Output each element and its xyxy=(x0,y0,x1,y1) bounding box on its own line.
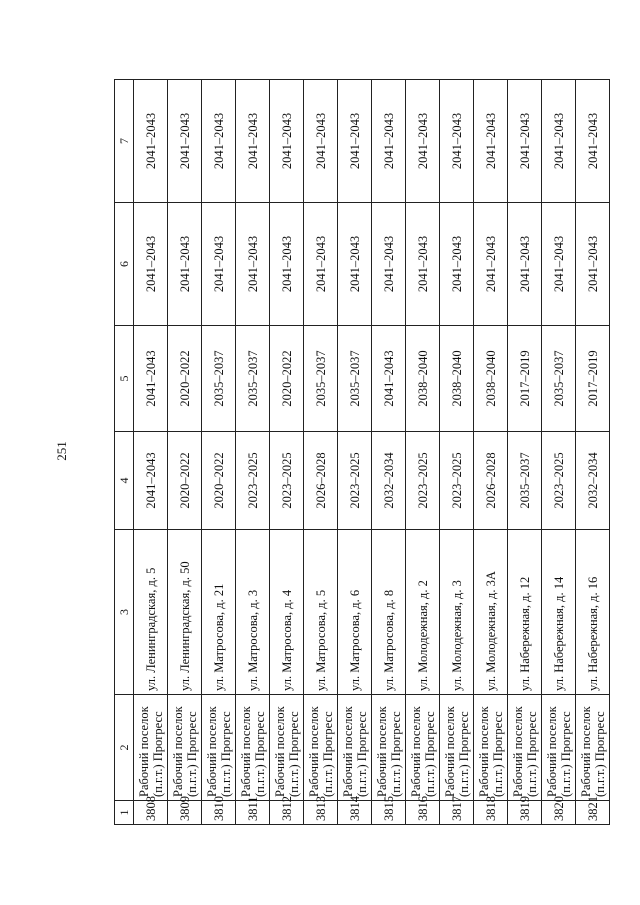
period-cell: 2041–2043 xyxy=(168,80,202,203)
address-cell: ул. Матросова, д. 8 xyxy=(372,530,406,695)
period-cell: 2035–2037 xyxy=(304,326,338,432)
locality-cell: Рабочий поселок (п.г.т.) Прогресс xyxy=(508,695,542,801)
address-cell: ул. Ленинградская, д. 5 xyxy=(134,530,168,695)
period-cell: 2041–2043 xyxy=(542,203,576,326)
period-cell: 2038–2040 xyxy=(474,326,508,432)
period-cell: 2041–2043 xyxy=(134,432,168,530)
table-row xyxy=(134,80,168,825)
address-cell: ул. Матросова, д. 6 xyxy=(338,530,372,695)
period-cell: 2041–2043 xyxy=(270,203,304,326)
address-cell: ул. Матросова, д. 21 xyxy=(202,530,236,695)
period-cell: 2023–2025 xyxy=(440,432,474,530)
period-cell: 2041–2043 xyxy=(304,80,338,203)
period-cell: 2017–2019 xyxy=(508,326,542,432)
period-cell: 2041–2043 xyxy=(542,80,576,203)
period-cell: 2020–2022 xyxy=(168,326,202,432)
address-cell: ул. Молодежная, д. 2 xyxy=(406,530,440,695)
locality-cell: Рабочий поселок (п.г.т.) Прогресс xyxy=(576,695,610,801)
period-cell: 2041–2043 xyxy=(372,326,406,432)
period-cell: 2041–2043 xyxy=(406,203,440,326)
column-header: 5 xyxy=(115,326,134,432)
locality-cell: Рабочий поселок (п.г.т.) Прогресс xyxy=(338,695,372,801)
row-number-cell: 3821 xyxy=(576,801,610,825)
row-number-cell: 3820 xyxy=(542,801,576,825)
table-row xyxy=(508,80,542,825)
period-cell: 2041–2043 xyxy=(202,203,236,326)
locality-cell: Рабочий поселок (п.г.т.) Прогресс xyxy=(542,695,576,801)
period-cell: 2041–2043 xyxy=(576,80,610,203)
period-cell: 2026–2028 xyxy=(304,432,338,530)
table-row xyxy=(270,80,304,825)
period-cell: 2041–2043 xyxy=(474,203,508,326)
address-cell: ул. Матросова, д. 3 xyxy=(236,530,270,695)
address-cell: ул. Матросова, д. 4 xyxy=(270,530,304,695)
row-number-cell: 3814 xyxy=(338,801,372,825)
period-cell: 2041–2043 xyxy=(270,80,304,203)
period-cell: 2041–2043 xyxy=(576,203,610,326)
address-cell: ул. Набережная, д. 16 xyxy=(576,530,610,695)
table-row xyxy=(576,80,610,825)
period-cell: 2020–2022 xyxy=(168,432,202,530)
locality-cell: Рабочий поселок (п.г.т.) Прогресс xyxy=(236,695,270,801)
locality-cell: Рабочий поселок (п.г.т.) Прогресс xyxy=(372,695,406,801)
schedule-table xyxy=(114,79,610,825)
column-header: 6 xyxy=(115,203,134,326)
page-number: 251 xyxy=(54,441,69,461)
period-cell: 2020–2022 xyxy=(202,432,236,530)
row-number-cell: 3809 xyxy=(168,801,202,825)
period-cell: 2041–2043 xyxy=(134,203,168,326)
table-row xyxy=(168,80,202,825)
period-cell: 2023–2025 xyxy=(236,432,270,530)
period-cell: 2035–2037 xyxy=(236,326,270,432)
row-number-cell: 3813 xyxy=(304,801,338,825)
table-row xyxy=(304,80,338,825)
period-cell: 2023–2025 xyxy=(270,432,304,530)
address-cell: ул. Ленинградская, д. 50 xyxy=(168,530,202,695)
table-row xyxy=(236,80,270,825)
period-cell: 2035–2037 xyxy=(508,432,542,530)
locality-cell: Рабочий поселок (п.г.т.) Прогресс xyxy=(406,695,440,801)
period-cell: 2041–2043 xyxy=(440,203,474,326)
address-cell: ул. Набережная, д. 14 xyxy=(542,530,576,695)
row-number-cell: 3817 xyxy=(440,801,474,825)
address-cell: ул. Молодежная, д. 3А xyxy=(474,530,508,695)
row-number-cell: 3810 xyxy=(202,801,236,825)
period-cell: 2041–2043 xyxy=(236,203,270,326)
period-cell: 2035–2037 xyxy=(338,326,372,432)
locality-cell: Рабочий поселок (п.г.т.) Прогресс xyxy=(440,695,474,801)
locality-cell: Рабочий поселок (п.г.т.) Прогресс xyxy=(202,695,236,801)
table-row xyxy=(338,80,372,825)
period-cell: 2041–2043 xyxy=(372,203,406,326)
period-cell: 2041–2043 xyxy=(202,80,236,203)
row-number-cell: 3808 xyxy=(134,801,168,825)
period-cell: 2038–2040 xyxy=(406,326,440,432)
rotated-table-canvas xyxy=(114,80,607,825)
locality-cell: Рабочий поселок (п.г.т.) Прогресс xyxy=(168,695,202,801)
period-cell: 2023–2025 xyxy=(542,432,576,530)
period-cell: 2041–2043 xyxy=(508,203,542,326)
period-cell: 2041–2043 xyxy=(372,80,406,203)
period-cell: 2038–2040 xyxy=(440,326,474,432)
row-number-cell: 3816 xyxy=(406,801,440,825)
column-header: 7 xyxy=(115,80,134,203)
period-cell: 2041–2043 xyxy=(508,80,542,203)
table-row xyxy=(406,80,440,825)
period-cell: 2041–2043 xyxy=(304,203,338,326)
period-cell: 2041–2043 xyxy=(168,203,202,326)
column-header: 3 xyxy=(115,530,134,695)
period-cell: 2035–2037 xyxy=(542,326,576,432)
period-cell: 2020–2022 xyxy=(270,326,304,432)
period-cell: 2032–2034 xyxy=(372,432,406,530)
period-cell: 2041–2043 xyxy=(440,80,474,203)
period-cell: 2041–2043 xyxy=(134,80,168,203)
row-number-cell: 3818 xyxy=(474,801,508,825)
table-row xyxy=(372,80,406,825)
period-cell: 2041–2043 xyxy=(236,80,270,203)
period-cell: 2041–2043 xyxy=(338,203,372,326)
period-cell: 2035–2037 xyxy=(202,326,236,432)
row-number-cell: 3812 xyxy=(270,801,304,825)
column-header: 2 xyxy=(115,695,134,801)
locality-cell: Рабочий поселок (п.г.т.) Прогресс xyxy=(134,695,168,801)
column-header: 1 xyxy=(115,801,134,825)
table-row xyxy=(202,80,236,825)
row-number-cell: 3819 xyxy=(508,801,542,825)
table-row xyxy=(542,80,576,825)
period-cell: 2032–2034 xyxy=(576,432,610,530)
locality-cell: Рабочий поселок (п.г.т.) Прогресс xyxy=(270,695,304,801)
period-cell: 2041–2043 xyxy=(474,80,508,203)
period-cell: 2041–2043 xyxy=(134,326,168,432)
period-cell: 2017–2019 xyxy=(576,326,610,432)
rotated-table-container xyxy=(114,80,607,825)
row-number-cell: 3815 xyxy=(372,801,406,825)
address-cell: ул. Молодежная, д. 3 xyxy=(440,530,474,695)
locality-cell: Рабочий поселок (п.г.т.) Прогресс xyxy=(304,695,338,801)
table-row xyxy=(474,80,508,825)
locality-cell: Рабочий поселок (п.г.т.) Прогресс xyxy=(474,695,508,801)
address-cell: ул. Матросова, д. 5 xyxy=(304,530,338,695)
address-cell: ул. Набережная, д. 12 xyxy=(508,530,542,695)
column-header: 4 xyxy=(115,432,134,530)
period-cell: 2041–2043 xyxy=(406,80,440,203)
period-cell: 2023–2025 xyxy=(406,432,440,530)
table-header-row xyxy=(115,80,134,825)
period-cell: 2023–2025 xyxy=(338,432,372,530)
period-cell: 2026–2028 xyxy=(474,432,508,530)
row-number-cell: 3811 xyxy=(236,801,270,825)
table-row xyxy=(440,80,474,825)
period-cell: 2041–2043 xyxy=(338,80,372,203)
